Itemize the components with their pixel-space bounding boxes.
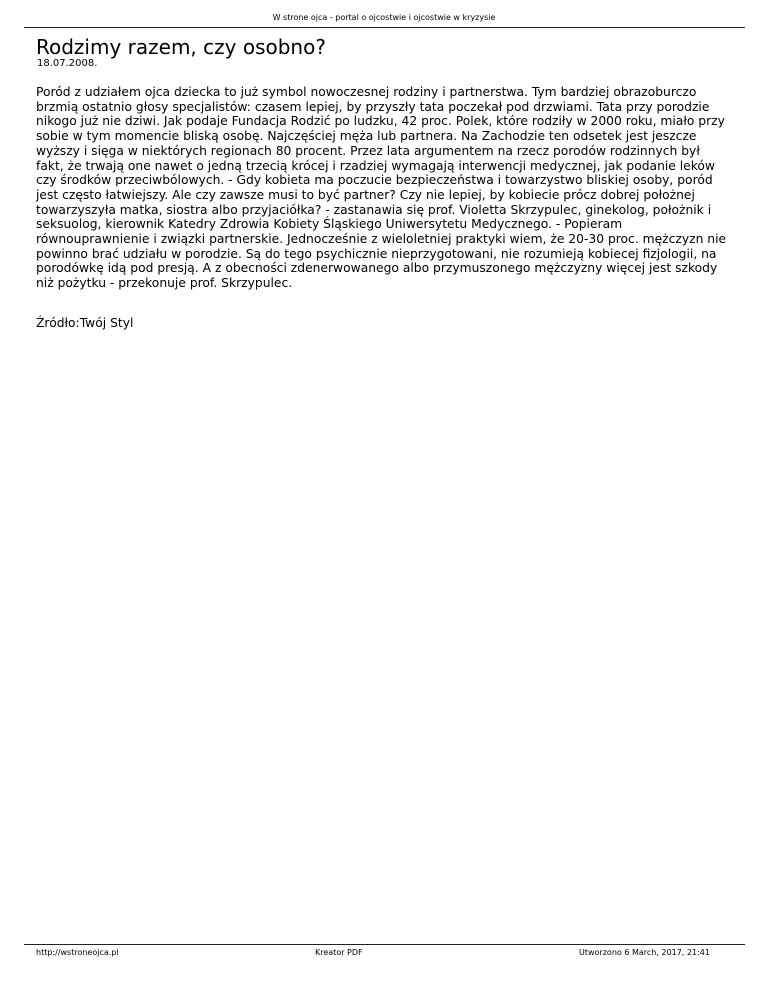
article-body: Poród z udziałem ojca dziecka to już symbol nowoczesnej rodziny i partnerstwa. Tym bardziej obrazoburczo brzmią ostatnio głosy specjalistów: czasem lepiej, by przyszły tata poczekał pod drzwiami. Tata przy porodzie nikogo już nie dziwi. Jak podaje Fundacja Rodzić po ludzku, 42 proc. Polek, które rodziły w 2000 roku, miało przy sobie w tym momencie bliską osobę. Najczęściej męża lub partnera. Na Zachodzie ten odsetek jest jeszcze wyższy i sięga w niektórych regionach 80 procent. Przez lata argumentem na rzecz porodów rodzinnych był fakt, że trwają one nawet o jedną trzecią krócej i rzadziej wymagają interwencji medycznej, jak podanie leków czy środków przeciwbólowych. - Gdy kobieta ma poczucie bezpieczeństwa i towarzystwo bliskiej osoby, poród jest często łatwiejszy. Ale czy zawsze musi to być partner? Czy nie lepiej, by kobiecie prócz dobrej położnej towarzyszyła matka, siostra albo przyjaciółka? - zastanawia się prof. Violetta Skrzypulec, ginekolog, położnik i seksuolog, kierownik Katedry Zdrowia Kobiety Śląskiego Uniwersytetu Medycznego. - Popieram równouprawnienie i związki partnerskie. Jednocześnie z wieloletniej praktyki wiem, że 20-30 proc. mężczyzn nie powinno brać udziału w porodzie. Są do tego psychicznie nieprzygotowani, nie rozumieją kobiecej fizjologii, na porodówkę idą pod presją. A z obecności zdenerwowanego albo przymuszonego mężczyzny więcej jest szkody niż pożytku - przekonuje prof. Skrzypulec. [36, 85, 727, 291]
footer-url: http://wstroneojca.pl [36, 948, 119, 957]
footer-divider [24, 944, 745, 945]
article-source: Źródło:Twój Styl [36, 316, 134, 330]
article-title: Rodzimy razem, czy osobno? [36, 35, 326, 59]
site-header-title: W strone ojca - portal o ojcostwie i ojcostwie w kryzysie [272, 13, 496, 22]
footer-generator: Kreator PDF [315, 948, 363, 957]
footer-created-date: Utworzono 6 March, 2017, 21:41 [579, 948, 710, 957]
article-date: 18.07.2008. [37, 58, 98, 69]
header-divider [24, 27, 745, 28]
